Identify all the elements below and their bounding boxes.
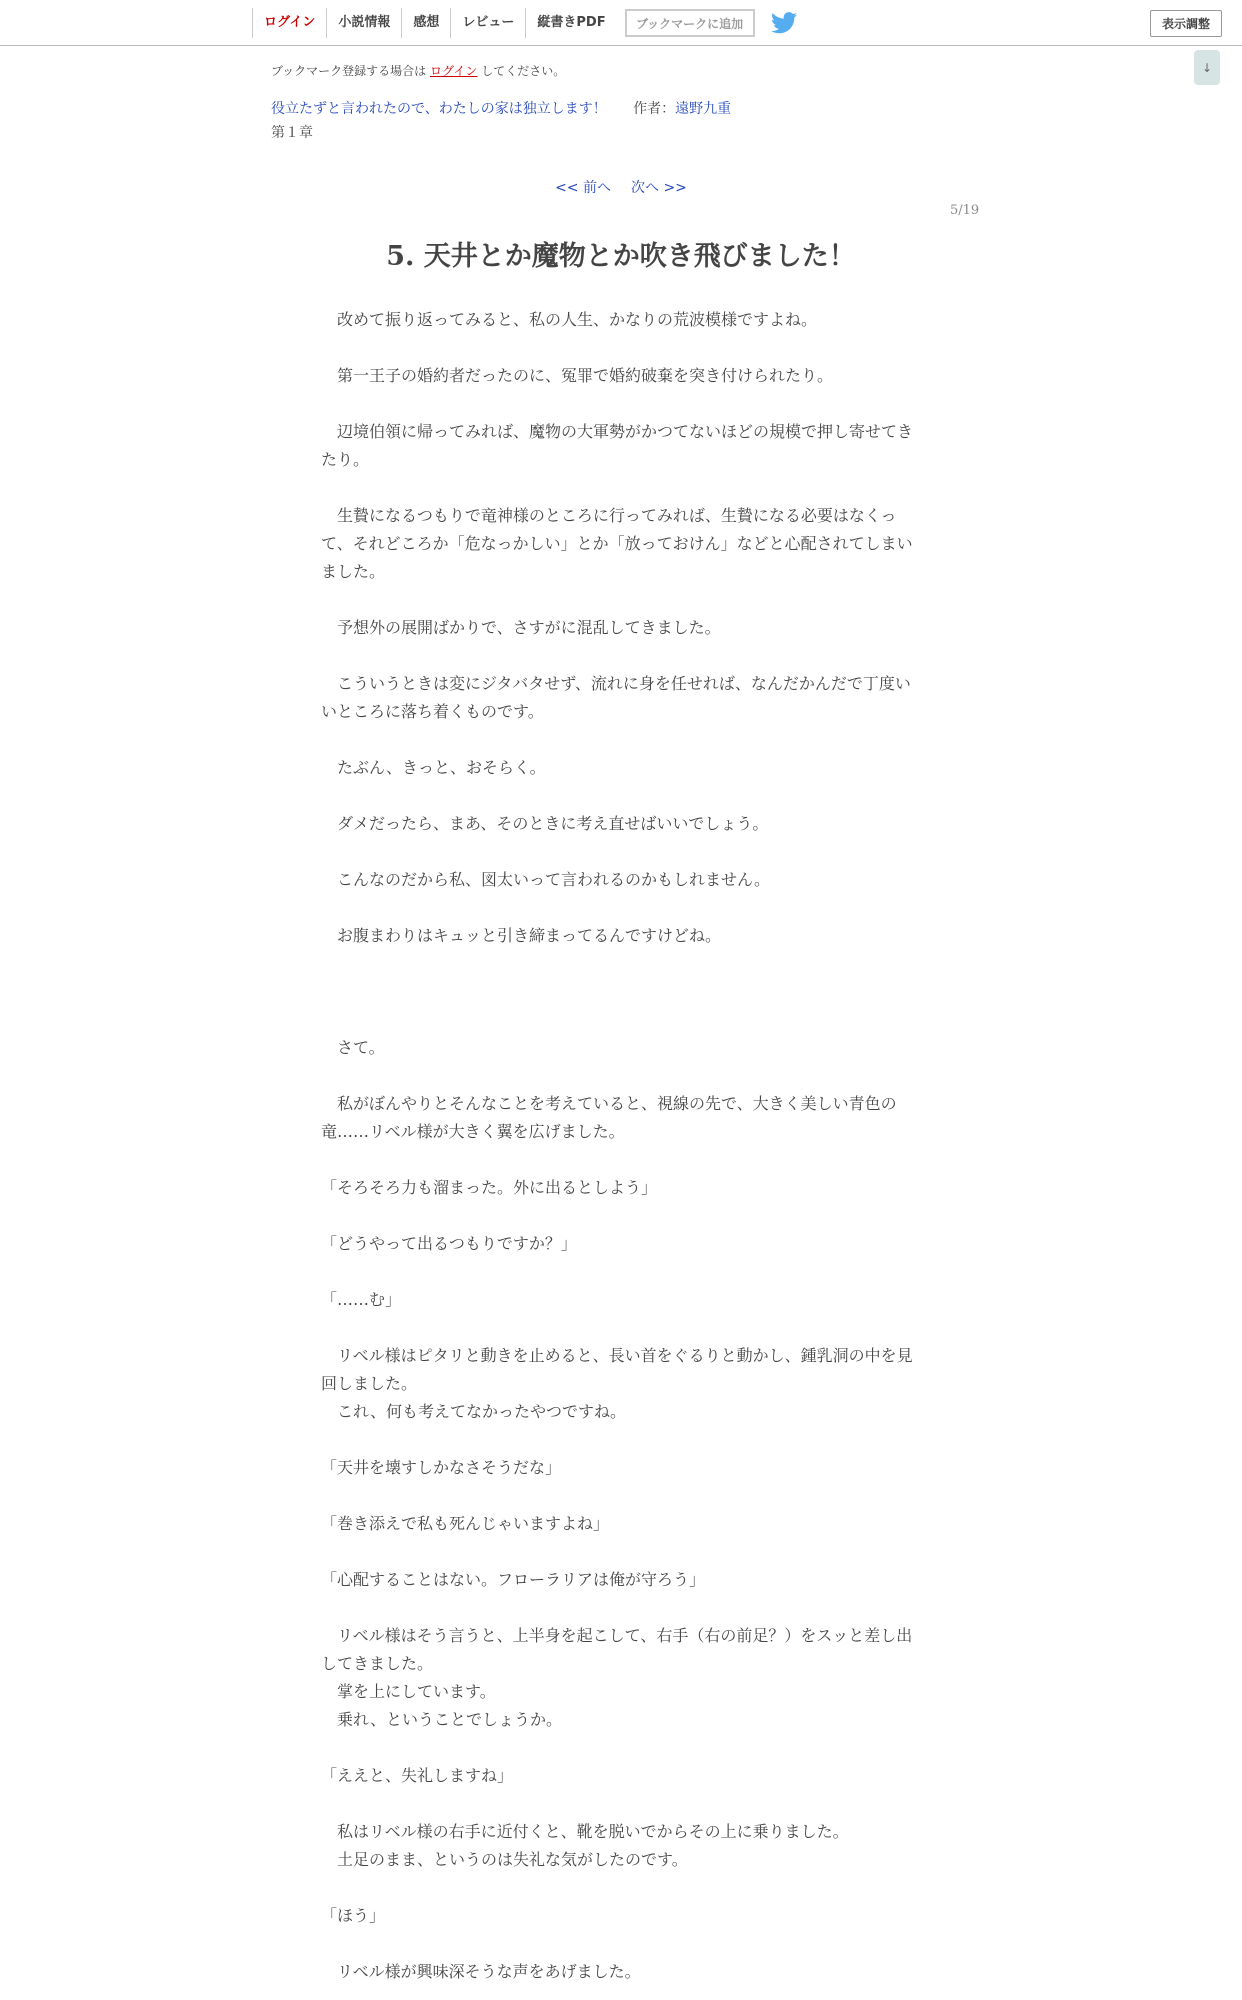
display-adjust-button[interactable]: 表示調整 bbox=[1150, 10, 1222, 37]
body-paragraph: 「心配することはない。フローラリアは俺が守ろう」 bbox=[321, 1570, 706, 1589]
bookmark-login-link[interactable]: ログイン bbox=[430, 64, 478, 78]
body-paragraph: 辺境伯領に帰ってみれば、魔物の大軍勢がかつてないほどの規模で押し寄せてきたり。 bbox=[321, 422, 914, 469]
body-paragraph: 土足のまま、というのは失礼な気がしたのです。 bbox=[321, 1850, 688, 1869]
episode-title: 5. 天井とか魔物とか吹き飛びました！ bbox=[386, 241, 856, 272]
body-paragraph bbox=[321, 474, 921, 502]
body-paragraph: リベル様が興味深そうな声をあげました。 bbox=[321, 1962, 641, 1981]
series-line bbox=[271, 98, 731, 118]
bookmark-notice-prefix: ブックマーク登録する場合は bbox=[271, 64, 427, 78]
body-paragraph bbox=[321, 894, 921, 922]
nav-vertical-pdf[interactable]: 縦書きPDF bbox=[537, 15, 606, 30]
top-bar bbox=[0, 0, 1242, 46]
body-paragraph: こんなのだから私、図太いって言われるのかもしれません。 bbox=[321, 870, 770, 889]
body-paragraph: 掌を上にしています。 bbox=[321, 1682, 496, 1701]
body-paragraph: 「巻き添えで私も死んじゃいますよね」 bbox=[321, 1514, 610, 1533]
main-nav bbox=[252, 0, 797, 46]
scroll-down-icon[interactable]: ↓ bbox=[1194, 50, 1220, 85]
body-paragraph: お腹まわりはキュッと引き締まってるんですけどね。 bbox=[321, 926, 722, 945]
body-paragraph: 「どうやって出るつもりですか？」 bbox=[321, 1234, 577, 1253]
body-paragraph bbox=[321, 1930, 921, 1958]
body-paragraph bbox=[321, 1594, 921, 1622]
body-paragraph: ダメだったら、まあ、そのときに考え直せばいいでしょう。 bbox=[321, 814, 769, 833]
author-link[interactable]: 遠野九重 bbox=[675, 101, 732, 117]
author-label: 作者： bbox=[633, 101, 676, 117]
chapter-label: 第１章 bbox=[271, 125, 313, 141]
body-paragraph bbox=[321, 1790, 921, 1818]
bookmark-notice-suffix: してください。 bbox=[481, 64, 566, 78]
body-paragraph bbox=[321, 1482, 921, 1510]
episode-body bbox=[321, 306, 921, 1986]
body-paragraph bbox=[321, 390, 921, 418]
bookmark-add-button[interactable]: ブックマークに追加 bbox=[625, 9, 755, 37]
body-paragraph: 第一王子の婚約者だったのに、冤罪で婚約破棄を突き付けられたり。 bbox=[321, 366, 834, 385]
body-paragraph bbox=[321, 838, 921, 866]
nav-novel-info[interactable]: 小説情報 bbox=[327, 8, 402, 38]
body-paragraph: 私はリベル様の右手に近付くと、靴を脱いでからその上に乗りました。 bbox=[321, 1822, 849, 1841]
body-paragraph bbox=[321, 586, 921, 614]
body-paragraph: 改めて振り返ってみると、私の人生、かなりの荒波模様ですよね。 bbox=[321, 310, 818, 329]
nav-impressions[interactable]: 感想 bbox=[402, 8, 451, 38]
body-paragraph: これ、何も考えてなかったやつですね。 bbox=[321, 1402, 626, 1421]
body-paragraph: 生贄になるつもりで竜神様のところに行ってみれば、生贄になる必要はなくって、それどころか「危なっかしい」とか「放っておけん」などと心配されてしまいました。 bbox=[321, 506, 913, 581]
body-paragraph bbox=[321, 1202, 921, 1230]
body-paragraph: 予想外の展開ばかりで、さすがに混乱してきました。 bbox=[321, 618, 721, 637]
body-paragraph bbox=[321, 1006, 921, 1034]
body-paragraph bbox=[321, 978, 921, 1006]
prev-link[interactable]: << 前へ bbox=[555, 180, 611, 196]
body-paragraph bbox=[321, 334, 921, 362]
body-paragraph: たぶん、きっと、おそらく。 bbox=[321, 758, 546, 777]
body-paragraph: 私がぼんやりとそんなことを考えていると、視線の先で、大きく美しい青色の竜……リベル様が大きく翼を広げました。 bbox=[321, 1094, 897, 1141]
body-paragraph bbox=[321, 1734, 921, 1762]
body-paragraph bbox=[321, 642, 921, 670]
body-paragraph bbox=[321, 1426, 921, 1454]
next-link[interactable]: 次へ >> bbox=[631, 180, 687, 196]
body-paragraph bbox=[321, 726, 921, 754]
pager bbox=[0, 177, 1242, 197]
body-paragraph bbox=[321, 1538, 921, 1566]
body-paragraph: リベル様はピタリと動きを止めると、長い首をぐるりと動かし、鍾乳洞の中を見回しました。 bbox=[321, 1346, 913, 1393]
series-title-link[interactable]: 役立たずと言われたので、わたしの家は独立します！ bbox=[271, 101, 607, 117]
body-paragraph bbox=[321, 1146, 921, 1174]
body-paragraph bbox=[321, 1874, 921, 1902]
body-paragraph bbox=[321, 1314, 921, 1342]
body-paragraph: さて。 bbox=[321, 1038, 385, 1057]
body-paragraph: こういうときは変にジタバタせず、流れに身を任せれば、なんだかんだで丁度いいところに落ち着くものです。 bbox=[321, 674, 911, 721]
body-paragraph: 「ほう」 bbox=[321, 1906, 386, 1925]
body-paragraph: リベル様はそう言うと、上半身を起こして、右手（右の前足？）をスッと差し出してきました。 bbox=[321, 1626, 913, 1673]
body-paragraph bbox=[321, 782, 921, 810]
body-paragraph: 乗れ、ということでしょうか。 bbox=[321, 1710, 562, 1729]
body-paragraph: 「……む」 bbox=[321, 1290, 402, 1309]
page-count: 5/19 bbox=[950, 203, 980, 218]
twitter-icon[interactable] bbox=[771, 12, 797, 34]
nav-login[interactable]: ログイン bbox=[252, 8, 327, 38]
body-paragraph bbox=[321, 950, 921, 978]
body-paragraph: 「天井を壊すしかなさそうだな」 bbox=[321, 1458, 562, 1477]
body-paragraph bbox=[321, 1062, 921, 1090]
nav-review[interactable]: レビュー bbox=[451, 8, 526, 38]
body-paragraph bbox=[321, 1258, 921, 1286]
bookmark-notice bbox=[271, 62, 565, 79]
body-paragraph: 「そろそろ力も溜まった。外に出るとしよう」 bbox=[321, 1178, 658, 1197]
body-paragraph: 「ええと、失礼しますね」 bbox=[321, 1766, 514, 1785]
